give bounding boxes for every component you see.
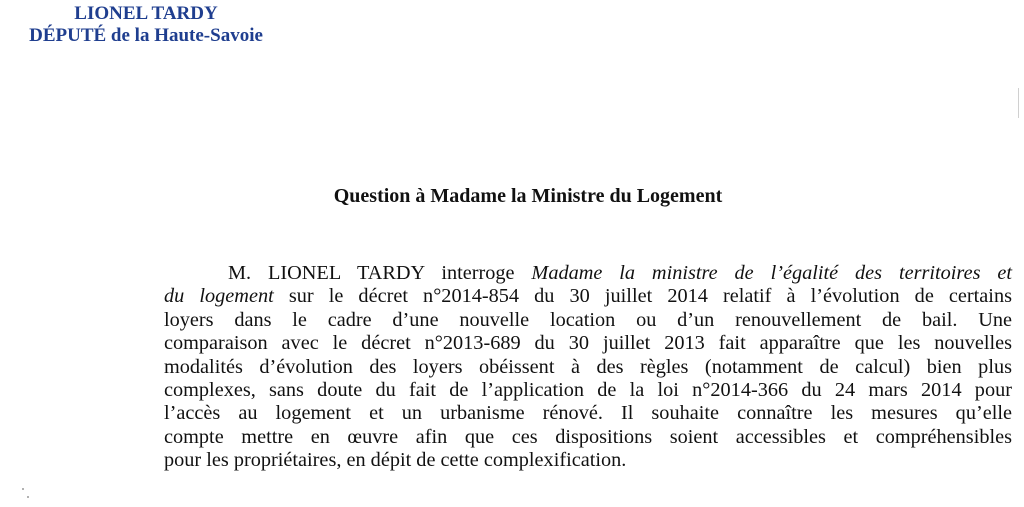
body-line-4: comparaison avec le décret n°2013-689 du 30 juillet 2013 fait apparaître que les nouvelles xyxy=(164,332,1012,355)
deputy-name: LIONEL TARDY xyxy=(74,3,218,24)
body-line-5: modalités d’évolution des loyers obéissent à des règles (notamment de calcul) bien plus xyxy=(164,355,1012,378)
question-title: Question à Madame la Ministre du Logement xyxy=(333,185,723,207)
body-line-3: loyers dans le cadre d’une nouvelle location ou d’un renouvellement de bail. Une xyxy=(164,308,1012,331)
deputy-role: DÉPUTÉ de la Haute-Savoie xyxy=(29,25,263,46)
body-line-9: pour les propriétaires, en dépit de cette complexification. xyxy=(164,449,627,472)
scan-speck xyxy=(27,496,29,498)
body-line-1-plain: M. LIONEL TARDY interroge xyxy=(228,262,532,284)
letterhead xyxy=(0,3,292,47)
minister-title-part1: Madame la ministre de l’égalité des territoires et xyxy=(531,262,1012,284)
scan-speck xyxy=(22,488,24,490)
body-line-2-plain: sur le décret n°2014-854 du 30 juillet 2014 relatif à l’évolution de certains xyxy=(273,285,1012,308)
minister-title-part2: du logement xyxy=(164,285,274,308)
question-body xyxy=(164,262,1012,473)
body-line-6: complexes, sans doute du fait de l’application de la loi n°2014-366 du 24 mars 2014 pour xyxy=(164,379,1012,402)
scan-edge-mark xyxy=(1018,88,1019,118)
body-line-1 xyxy=(164,262,1012,285)
body-line-7: l’accès au logement et un urbanisme rénové. Il souhaite connaître les mesures qu’elle xyxy=(164,402,1012,425)
body-line-8: compte mettre en œuvre afin que ces dispositions soient accessibles et compréhensibles xyxy=(164,425,1012,448)
body-line-2 xyxy=(164,285,1012,308)
